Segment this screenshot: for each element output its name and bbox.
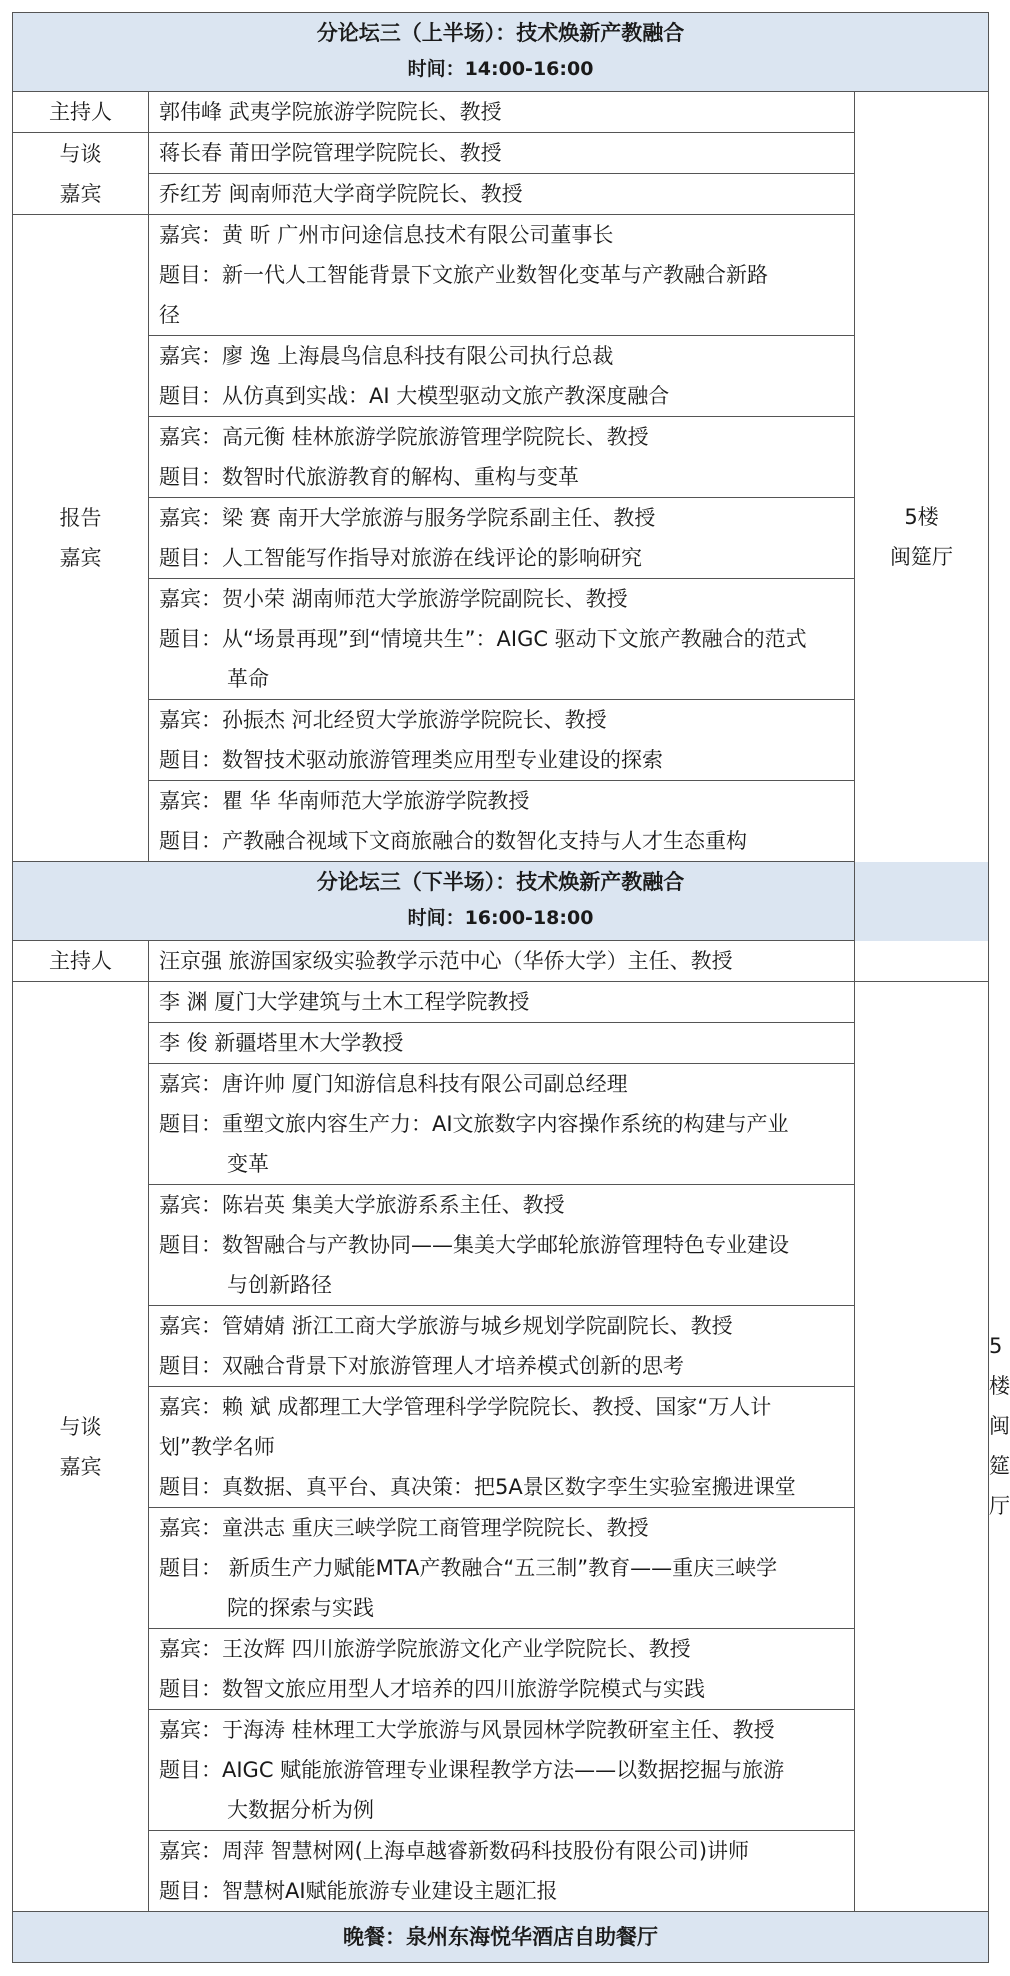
host-entry: 郭伟峰 武夷学院旅游学院院长、教授 (159, 100, 502, 124)
schedule-table: 分论坛三（上半场）：技术焕新产教融合 时间：14:00-16:00 主持人 郭伟峰 武夷学院旅游学院院长、教授 5楼 闽筵厅 与谈 嘉宾 蒋长春 莆田学院管理学院院长、教授 乔红芳 闽南师范大学商学院院长、教授 报告 嘉宾 嘉宾：黄 昕 广州市问途信息技术有限公司董事长 题目：新一代人工智能背景下文旅产业数智化变革与产教融合新路 径 嘉宾：廖 逸 上海晨鸟信息科技有限公司执行总裁 题目：从仿真到实战：AI 大模型驱动文旅产教深度融合 嘉宾：高元衡 桂林旅游学院旅游管理学院院长、教授 题目：数智时代旅游教育的解构、重构与变革 嘉宾：梁 赛 南开大学旅游与服务学院系副主任、教授 题目：人工智能写作指导对旅游在线评论的影响研究 嘉宾：贺小荣 湖南师范大学旅游学院副院长、教授 题目：从“场景再现”到“情境共生”：AIGC 驱动下文旅产教融合的范式 革命 嘉宾：孙振杰 河北经贸大学旅游学院院长、教授 题目：数智技术驱动旅游管理类应用型专业建设的探索 嘉宾：瞿 华 华南师范大学旅游学院教授 题目：产教融合视域下文商旅融合的数智化支持与人才生态重构 分论坛三（下半场）：技术焕新产教融合 时间：16:00-18:00 主持人 汪京强 旅游国家级实验教学示范中心（华侨大学）主任、教授 5楼 闽筵厅 与谈 嘉宾 李 渊 厦门大学建筑与土木工程学院教授 李 俊 新疆塔里木大学教授 嘉宾：唐许帅 厦门知游信息科技有限公司副总经理 题目：重塑文旅内容生产力：AI文旅数字内容操作系统的构建与产业 变革 嘉宾：陈岩英 集美大学旅游系系主任、教授 题目：数智融合与产教协同——集美大学邮轮旅游管理特色专业建设 与创新路径 嘉宾：管婧婧 浙江工商大学旅游与城乡规划学院副院长、教授 题目：双融合背景下对旅游管理人才培养模式创新的思考 嘉宾：赖 斌 成都理工大学管理科学学院院长、教授、国家“万人计 划”教学名师 题目：真数据、真平台、真决策：把5A景区数字孪生实验室搬进课堂 嘉宾：童洪志 重庆三峡学院工商管理学院院长、教授 题目： 新质生产力赋能MTA产教融合“五三制”教育——重庆三峡学 院的探索与实践 嘉宾：王汝辉 四川旅游学院旅游文化产业学院院长、教授 题目：数智文旅应用型人才培养的四川旅游学院模式与实践 嘉宾：于海涛 桂林理工大学旅游与风景园林学院教研室主任、教授 题目：AIGC 赋能旅游管理专业课程教学方法——以数据挖掘与旅游 大数据分析为例 嘉宾：周萍 智慧树网(上海卓越睿新数码科技股份有限公司)讲师 题目：智慧树AI赋能旅游专业建设主题汇报 晚餐：泉州东海悦华酒店自助餐厅 (12, 12, 989, 1963)
report-topic: 题目：产教融合视域下文商旅融合的数智化支持与人才生态重构 (159, 829, 747, 853)
report-entry (149, 417, 855, 498)
report-topic: 题目：从仿真到实战：AI 大模型驱动文旅产教深度融合 (159, 384, 670, 408)
report-role-label: 报告 嘉宾 (13, 215, 149, 862)
report-topic: 题目：从“场景再现”到“情境共生”：AIGC 驱动下文旅产教融合的范式 (159, 627, 807, 651)
report-topic-cont: 大数据分析为例 (227, 1798, 374, 1822)
report-guest: 嘉宾：于海涛 桂林理工大学旅游与风景园林学院教研室主任、教授 (159, 1718, 775, 1742)
panelist-entry: 蒋长春 莆田学院管理学院院长、教授 (159, 141, 502, 165)
report-topic: 题目：新一代人工智能背景下文旅产业数智化变革与产教融合新路 (159, 263, 768, 287)
report-guest: 嘉宾：孙振杰 河北经贸大学旅游学院院长、教授 (159, 708, 607, 732)
report-topic: 题目：数智文旅应用型人才培养的四川旅游学院模式与实践 (159, 1677, 705, 1701)
report-entry (149, 1064, 855, 1185)
room-name: 闽筵厅 (890, 544, 953, 569)
report-entry (149, 1508, 855, 1629)
report-topic: 题目：双融合背景下对旅游管理人才培养模式创新的思考 (159, 1354, 684, 1378)
report-guest: 嘉宾：周萍 智慧树网(上海卓越睿新数码科技股份有限公司)讲师 (159, 1839, 750, 1863)
report-topic-cont: 径 (159, 303, 180, 327)
report-entry (149, 700, 855, 781)
report-entry (149, 1387, 855, 1508)
report-topic: 题目：数智技术驱动旅游管理类应用型专业建设的探索 (159, 748, 663, 772)
session-time: 时间：16:00-18:00 (407, 907, 594, 929)
report-entry (149, 1185, 855, 1306)
report-topic: 题目：重塑文旅内容生产力：AI文旅数字内容操作系统的构建与产业 (159, 1112, 789, 1136)
report-guest: 嘉宾：高元衡 桂林旅游学院旅游管理学院院长、教授 (159, 425, 649, 449)
report-topic-cont: 变革 (227, 1152, 269, 1176)
report-topic-cont: 院的探索与实践 (227, 1596, 374, 1620)
report-entry (149, 1710, 855, 1831)
session-title: 分论坛三（上半场）：技术焕新产教融合 (316, 21, 685, 45)
report-entry (149, 1306, 855, 1387)
report-guest: 嘉宾：陈岩英 集美大学旅游系系主任、教授 (159, 1193, 565, 1217)
report-entry (149, 579, 855, 700)
host-role-label: 主持人 (13, 941, 149, 982)
report-entry (149, 336, 855, 417)
report-guest: 嘉宾：梁 赛 南开大学旅游与服务学院系副主任、教授 (159, 506, 656, 530)
report-entry (149, 1831, 855, 1912)
panel-role-label: 与谈 嘉宾 (13, 982, 149, 1912)
report-guest: 嘉宾：唐许帅 厦门知游信息科技有限公司副总经理 (159, 1072, 628, 1096)
report-guest: 嘉宾：廖 逸 上海晨鸟信息科技有限公司执行总裁 (159, 344, 614, 368)
host-entry: 汪京强 旅游国家级实验教学示范中心（华侨大学）主任、教授 (159, 949, 733, 973)
report-entry (149, 498, 855, 579)
room-cell-1 (855, 92, 989, 982)
report-topic: 题目：数智时代旅游教育的解构、重构与变革 (159, 465, 579, 489)
report-guest: 嘉宾：赖 斌 成都理工大学管理科学学院院长、教授、国家“万人计 (159, 1395, 772, 1419)
session-header-1 (13, 13, 989, 92)
report-guest: 嘉宾：瞿 华 华南师范大学旅游学院教授 (159, 789, 530, 813)
panel-role-label: 与谈 嘉宾 (13, 133, 149, 215)
report-topic: 题目：人工智能写作指导对旅游在线评论的影响研究 (159, 546, 642, 570)
panelist-entry: 李 俊 新疆塔里木大学教授 (159, 1031, 404, 1055)
report-topic: 题目： 新质生产力赋能MTA产教融合“五三制”教育——重庆三峡学 (159, 1556, 778, 1580)
report-topic: 题目：AIGC 赋能旅游管理专业课程教学方法——以数据挖掘与旅游 (159, 1758, 785, 1782)
report-guest: 嘉宾：黄 昕 广州市问途信息技术有限公司董事长 (159, 223, 614, 247)
report-topic: 题目：智慧树AI赋能旅游专业建设主题汇报 (159, 1879, 558, 1903)
panelist-entry: 乔红芳 闽南师范大学商学院院长、教授 (159, 182, 523, 206)
report-guest: 嘉宾：童洪志 重庆三峡学院工商管理学院院长、教授 (159, 1516, 649, 1540)
dinner-banner: 晚餐：泉州东海悦华酒店自助餐厅 (13, 1912, 989, 1963)
report-entry (149, 1629, 855, 1710)
room-floor: 5楼 (904, 504, 939, 529)
report-topic: 题目：数智融合与产教协同——集美大学邮轮旅游管理特色专业建设 (159, 1233, 789, 1257)
report-guest: 嘉宾：王汝辉 四川旅游学院旅游文化产业学院院长、教授 (159, 1637, 691, 1661)
report-topic-cont: 与创新路径 (227, 1273, 332, 1297)
panelist-entry: 李 渊 厦门大学建筑与土木工程学院教授 (159, 990, 530, 1014)
report-guest-cont: 划”教学名师 (159, 1435, 275, 1459)
report-entry (149, 215, 855, 336)
report-topic-cont: 革命 (227, 667, 269, 691)
report-guest: 嘉宾：贺小荣 湖南师范大学旅游学院副院长、教授 (159, 587, 628, 611)
session-title: 分论坛三（下半场）：技术焕新产教融合 (316, 870, 685, 894)
report-topic: 题目：真数据、真平台、真决策：把5A景区数字孪生实验室搬进课堂 (159, 1475, 796, 1499)
host-role-label: 主持人 (13, 92, 149, 133)
session-header-2 (13, 862, 989, 941)
report-guest: 嘉宾：管婧婧 浙江工商大学旅游与城乡规划学院副院长、教授 (159, 1314, 733, 1338)
report-entry (149, 781, 855, 862)
session-time: 时间：14:00-16:00 (407, 58, 594, 80)
